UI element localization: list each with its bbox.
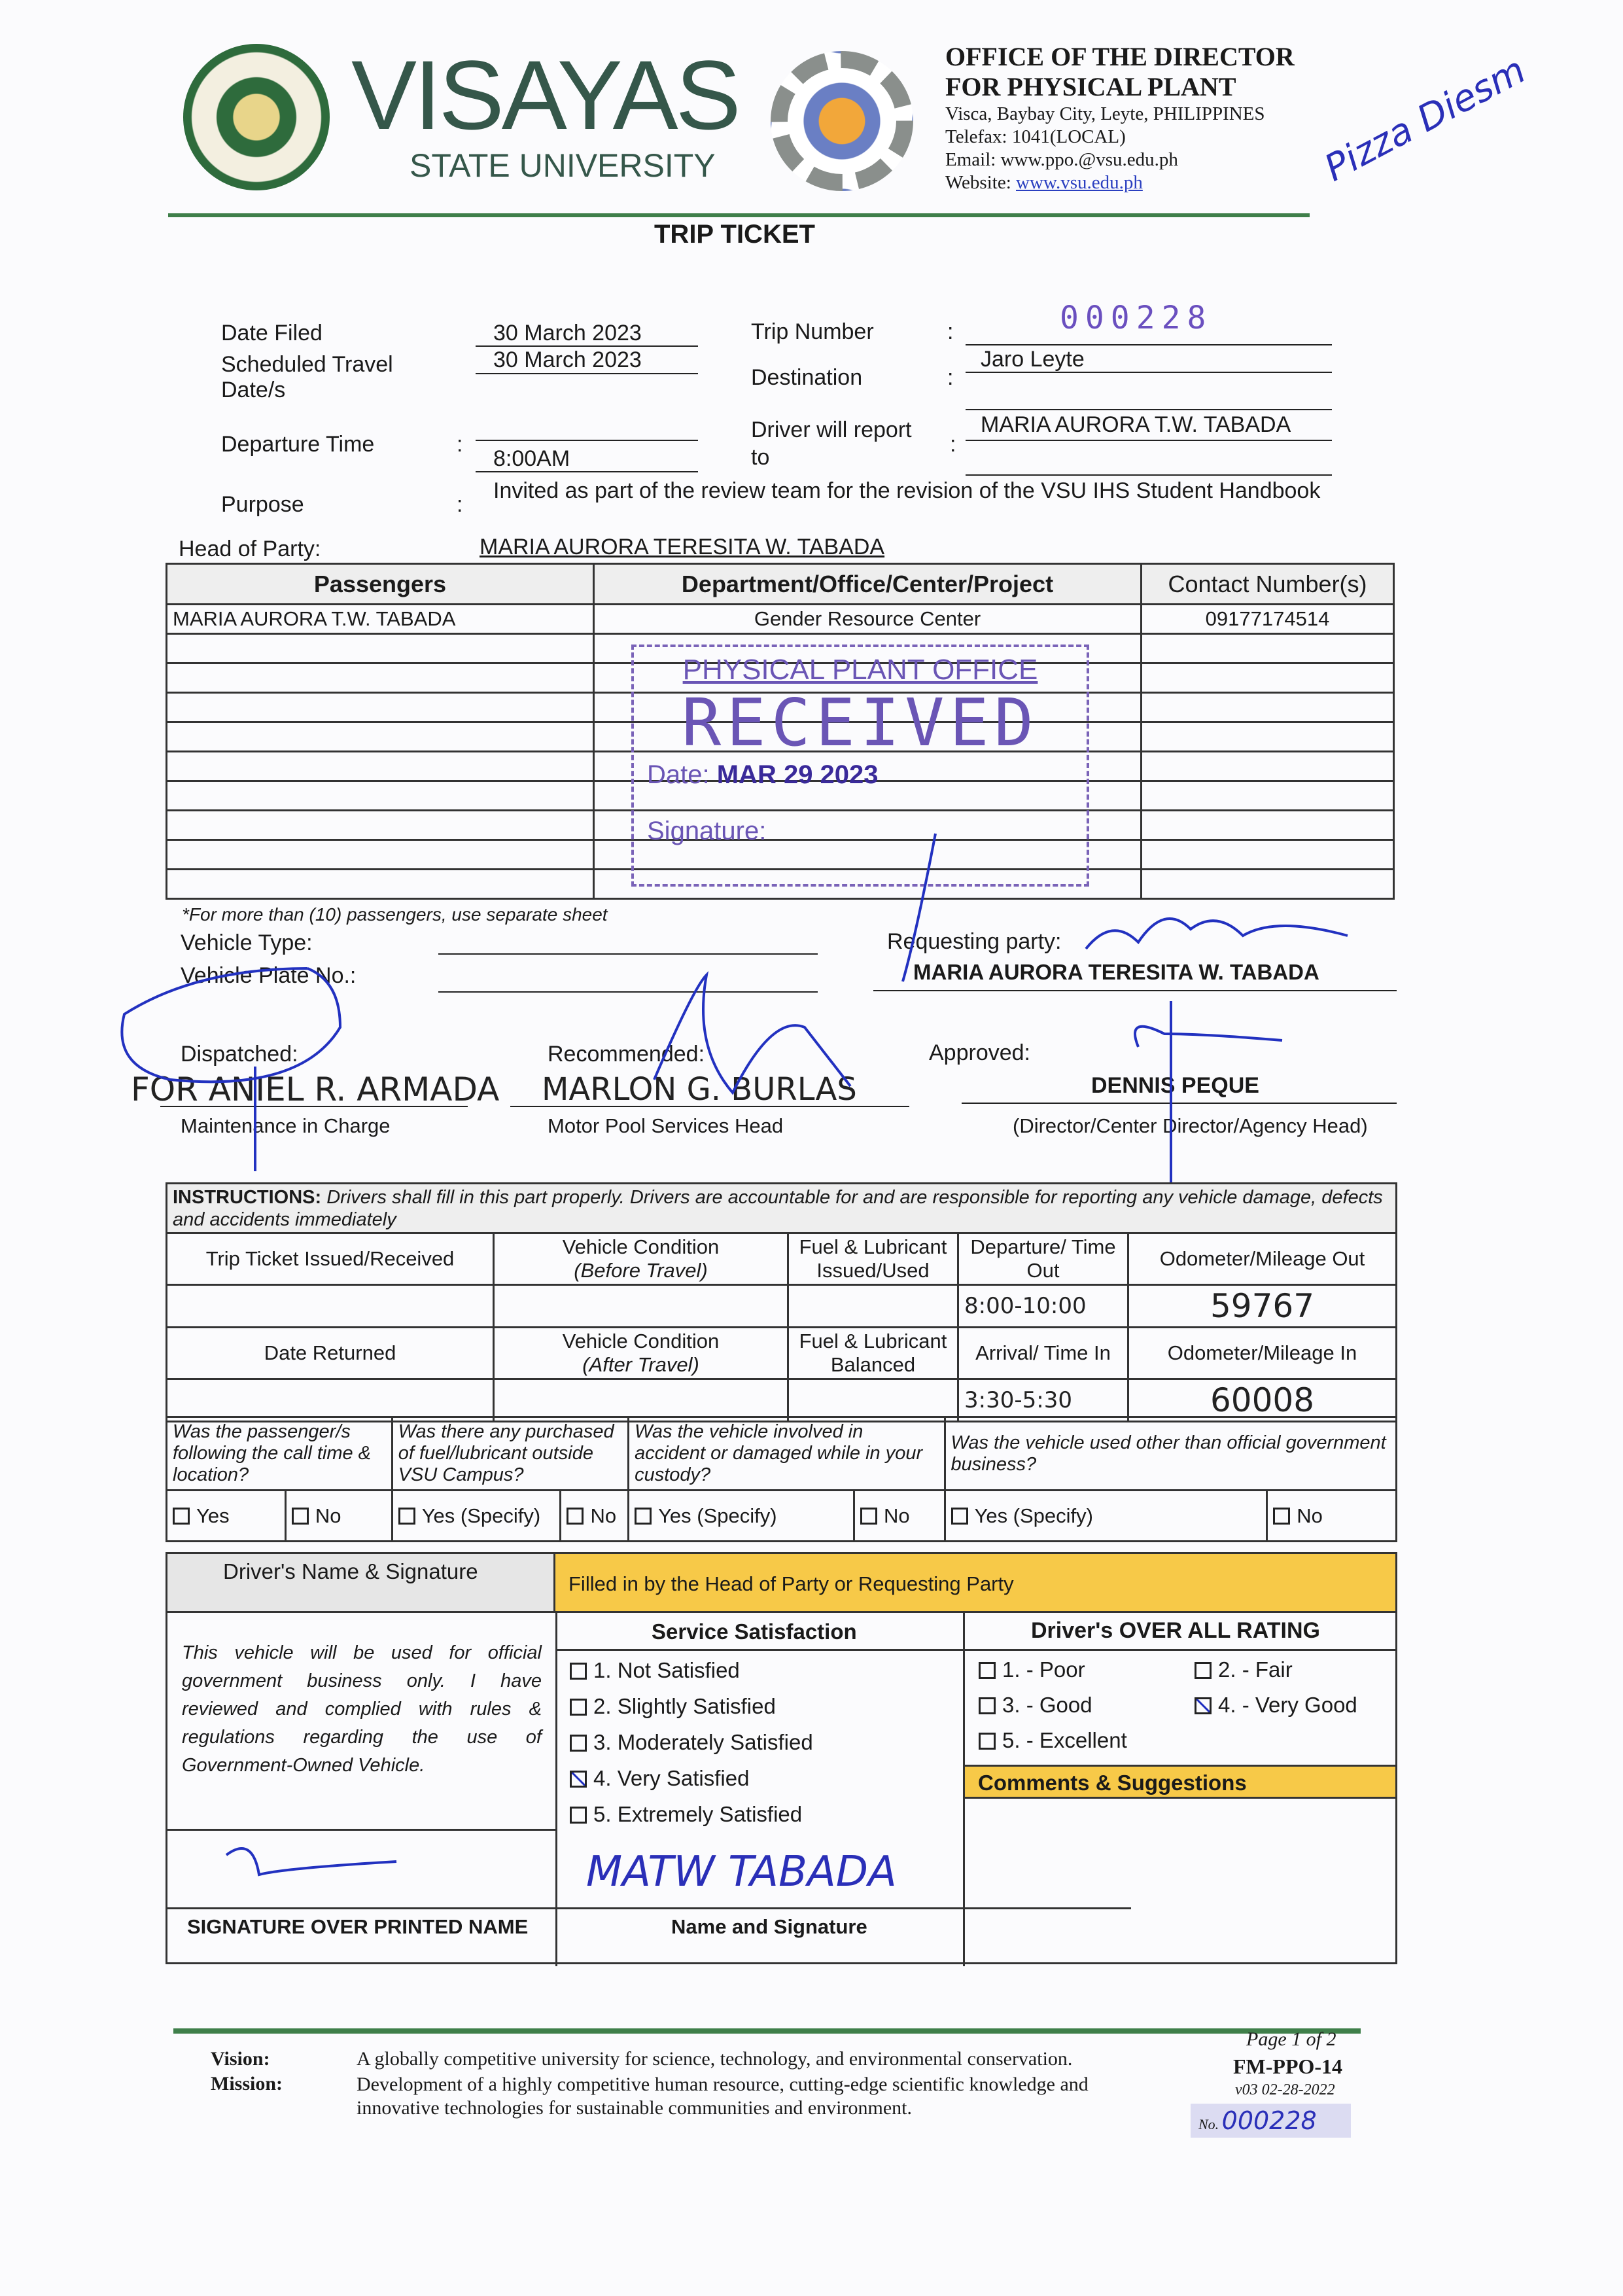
rating-option-1[interactable] [979,1652,1195,1687]
recommended-name: MARLON G. BURLAS [542,1071,857,1108]
trip-number-value: 000228 [1060,300,1213,336]
handwritten-name-signature: MATW TABADA [586,1848,897,1896]
option-label: No [1297,1504,1323,1527]
vehicle-condition-label: Vehicle Condition [562,1235,720,1258]
driver-rating-header: Driver's OVER ALL RATING [1031,1618,1320,1643]
passengers-footnote: *For more than (10) passengers, use separate sheet [182,904,608,925]
option-label: 4. - Very Good [1218,1693,1357,1717]
question-call-time: Was the passenger/s following the call time & location? [167,1417,393,1491]
stamp-date: MAR 29 2023 [716,760,879,789]
destination-label: Destination [751,365,863,390]
instructions-bold: INSTRUCTIONS: [173,1186,322,1208]
service-option-2[interactable] [570,1688,813,1724]
control-number-value: 000228 [1221,2106,1317,2135]
trip-number-label: Trip Number [751,319,874,344]
form-version: v03 02-28-2022 [1235,2081,1335,2098]
option-label: 3. - Good [1002,1693,1092,1717]
option-label: 2. - Fair [1218,1657,1293,1682]
date-filed-value: 30 March 2023 [493,321,642,345]
col-date-returned: Date Returned [167,1328,494,1379]
service-options [570,1652,813,1832]
name-signature-label: Name and Signature [671,1915,867,1938]
after-travel-label: (After Travel) [582,1353,699,1376]
checkbox-q3-yes[interactable] [629,1491,854,1542]
option-label: No [884,1504,910,1527]
col-odo-in: Odometer/Mileage In [1128,1328,1397,1379]
col-arrival: Arrival/ Time In [958,1328,1128,1379]
handwritten-note: Pizza Diesm [1318,48,1533,190]
approved-label: Approved: [929,1040,1030,1065]
header-divider [168,213,1310,217]
option-label: Yes (Specify) [974,1504,1093,1527]
departure-time-label: Departure Time [221,432,375,457]
col-fuel-issued: Fuel & Lubricant Issued/Used [788,1233,958,1285]
requesting-party-label: Requesting party: [887,929,1062,954]
checkbox-q2-yes[interactable] [392,1491,561,1542]
requesting-party-name: MARIA AURORA TERESITA W. TABADA [913,960,1319,984]
service-option-1[interactable] [570,1652,813,1688]
colon: : [457,492,463,517]
stamp-received: RECEIVED [682,684,1039,761]
approved-role: (Director/Center Director/Agency Head) [1013,1114,1368,1137]
rating-option-3[interactable] [979,1687,1195,1723]
option-label: 1. - Poor [1002,1657,1085,1682]
question-accident: Was the vehicle involved in accident or damaged while in your custody? [629,1417,945,1491]
stamp-date-label: Date: [647,760,710,789]
col-department: Department/Office/Center/Project [594,564,1142,605]
university-subtitle: STATE UNIVERSITY [410,147,716,184]
vehicle-plate-label: Vehicle Plate No.: [181,963,357,988]
passenger-department: Gender Resource Center [594,605,1142,634]
footer-divider [173,2028,1361,2034]
mission-text: Development of a highly competitive human resource, cutting-edge scientific knowledge and innovative technologies for sustainable communities and environment. [357,2074,1089,2119]
vision-text: A globally competitive university for science, technology, and environmental conservation. [357,2048,1073,2070]
physical-plant-gear-logo [771,51,913,191]
control-number-label: No. [1198,2116,1219,2132]
vehicle-condition-label: Vehicle Condition [562,1330,720,1352]
stamp-signature-label: Signature: [647,817,767,845]
option-label: Yes (Specify) [658,1504,777,1527]
departure-time-value: 8:00AM [493,446,570,471]
approved-name: DENNIS PEQUE [1091,1073,1259,1098]
service-option-4[interactable] [570,1760,813,1796]
website-label: Website: [945,172,1016,193]
date-filed-label: Date Filed [221,321,323,345]
col-odo-out: Odometer/Mileage Out [1128,1233,1397,1285]
option-label: 4. Very Satisfied [593,1766,750,1790]
col-trip-ticket: Trip Ticket Issued/Received [167,1233,494,1285]
rating-option-4[interactable] [1195,1687,1384,1723]
form-code: FM-PPO-14 [1233,2055,1343,2078]
office-title-line1: OFFICE OF THE DIRECTOR [945,42,1295,71]
website-link[interactable]: www.vsu.edu.ph [1016,172,1143,193]
service-satisfaction-header: Service Satisfaction [652,1619,857,1644]
option-label: No [590,1504,617,1527]
dispatched-label: Dispatched: [181,1042,298,1067]
office-website [945,172,1143,194]
colon: : [950,432,956,457]
question-fuel-purchase: Was there any purchased of fuel/lubricant outside VSU Campus? [392,1417,628,1491]
recommended-role: Motor Pool Services Head [548,1114,784,1137]
service-option-5[interactable] [570,1796,813,1832]
instructions-table [166,1182,1397,1422]
odo-in-value: 60008 [1128,1379,1397,1422]
stamp-office: PHYSICAL PLANT OFFICE [682,654,1038,686]
driver-declaration: This vehicle will be used for official government business only. I have reviewed and complied with rules & regulations regarding the use of Government-Owned Vehicle. [182,1642,542,1776]
comments-header: Comments & Suggestions [965,1765,1395,1799]
driver-report-value: MARIA AURORA T.W. TABADA [981,412,1291,437]
rating-option-2[interactable] [1195,1652,1384,1687]
instructions-text [167,1184,1397,1233]
destination-value: Jaro Leyte [981,347,1085,372]
university-name-logo: VISAYAS [351,40,739,150]
office-telefax: Telefax: 1041(LOCAL) [945,126,1126,147]
driver-report-label: Driver will report to [751,417,912,470]
option-label: 1. Not Satisfied [593,1658,740,1682]
bottom-section [166,1552,1397,1964]
colon: : [457,432,463,457]
option-label: 3. Moderately Satisfied [593,1730,813,1754]
question-other-use: Was the vehicle used other than official government business? [945,1417,1397,1491]
head-of-party-label: Head of Party: [179,537,321,561]
university-seal-logo [183,44,330,190]
scheduled-travel-value: 30 March 2023 [493,347,642,372]
option-label: No [315,1504,341,1527]
head-of-party-value: MARIA AURORA TERESITA W. TABADA [480,535,885,559]
filled-by-banner: Filled in by the Head of Party or Requesting Party [555,1554,1395,1613]
office-address: Visca, Baybay City, Leyte, PHILIPPINES [945,103,1265,124]
driver-signature [220,1835,416,1901]
office-email: Email: www.ppo.@vsu.edu.ph [945,149,1178,170]
rating-option-5[interactable] [979,1723,1195,1758]
signature-marks [0,818,1623,1184]
form-title: TRIP TICKET [654,220,815,249]
colon: : [947,319,954,344]
option-label: Yes [196,1504,230,1527]
vision-label: Vision: [211,2048,270,2070]
passenger-contact: 09177174514 [1142,605,1394,634]
colon: : [947,365,954,390]
table-row [167,605,1394,634]
option-label: 5. Extremely Satisfied [593,1802,803,1826]
vehicle-type-label: Vehicle Type: [181,930,313,955]
dispatched-name: FOR ANIEL R. ARMADA [131,1070,500,1108]
purpose-value: Invited as part of the review team for the revision of the VSU IHS Student Handbook [493,478,1321,503]
purpose-label: Purpose [221,492,304,517]
instructions-body: Drivers shall fill in this part properly. Drivers are accountable for and are responsible for reporting any vehicle damage, defects and accidents immediately [173,1186,1383,1230]
col-contact: Contact Number(s) [1142,564,1394,605]
passenger-name: MARIA AURORA T.W. TABADA [167,605,594,634]
dispatched-role: Maintenance in Charge [181,1114,391,1137]
option-label: 5. - Excellent [1002,1728,1127,1752]
checkbox-q2-no[interactable] [561,1491,629,1542]
recommended-label: Recommended: [548,1042,705,1067]
before-travel-label: (Before Travel) [574,1259,708,1282]
col-passengers: Passengers [167,564,594,605]
checkbox-q4-no[interactable] [1267,1491,1397,1542]
rating-options [979,1652,1384,1758]
col-vehicle-after [494,1328,788,1379]
office-title-line2: FOR PHYSICAL PLANT [945,72,1236,101]
checkbox-q3-no[interactable] [854,1491,945,1542]
time-out-value: 8:00-10:00 [958,1285,1128,1328]
control-number-box [1191,2104,1351,2138]
col-departure: Departure/ Time Out [958,1233,1128,1285]
driver-signature-label: SIGNATURE OVER PRINTED NAME [187,1915,529,1938]
option-label: Yes (Specify) [421,1504,541,1527]
checkbox-q1-no[interactable] [285,1491,392,1542]
checkbox-q1-yes[interactable] [167,1491,286,1542]
page-number: Page 1 of 2 [1246,2028,1336,2050]
checkbox-q4-yes[interactable] [945,1491,1267,1542]
odo-out-value: 59767 [1128,1285,1397,1328]
option-label: 2. Slightly Satisfied [593,1694,776,1718]
col-vehicle-before [494,1233,788,1285]
service-option-3[interactable] [570,1724,813,1760]
scheduled-travel-label: Scheduled Travel Date/s [221,352,393,402]
col-fuel-balanced: Fuel & Lubricant Balanced [788,1328,958,1379]
mission-label: Mission: [211,2073,283,2094]
time-in-value: 3:30-5:30 [958,1379,1128,1422]
questions-table [166,1416,1397,1542]
driver-header: Driver's Name & Signature [167,1554,555,1613]
